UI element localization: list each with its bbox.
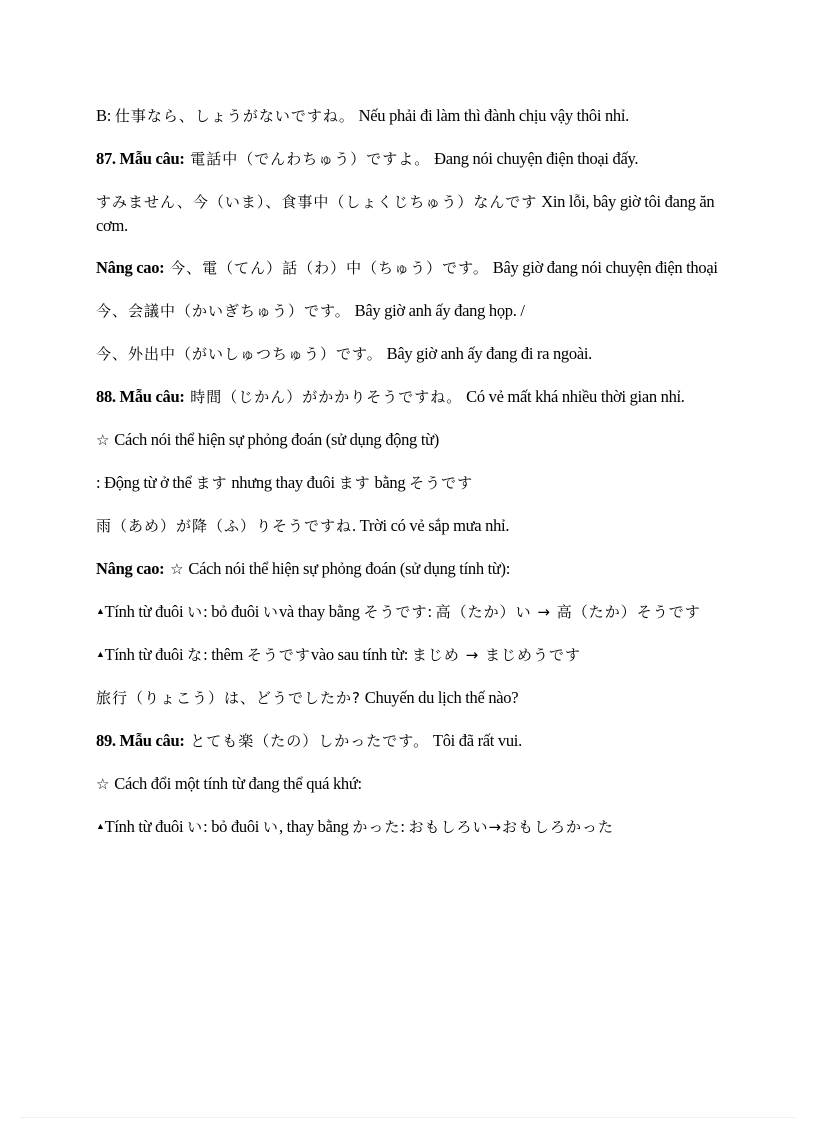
text-segment: 旅行（りょこう）は、どうでしたか? <box>96 689 361 707</box>
text-segment: B: <box>96 106 115 125</box>
paragraph-16 <box>96 772 726 796</box>
text-segment: Có vẻ mất khá nhiều thời gian nhỉ. <box>462 387 685 406</box>
bullet-triangle-icon: ▲ <box>96 649 105 659</box>
text-segment: Cách nói thể hiện sự phỏng đoán (sử dụng động từ) <box>110 430 439 449</box>
text-segment: おもしろい→おもしろかった <box>408 818 615 836</box>
paragraph-13 <box>96 643 726 667</box>
text-segment: : thêm <box>203 645 247 664</box>
text-segment: い <box>187 818 204 836</box>
paragraph-7 <box>96 385 726 409</box>
section-heading: 87. Mẫu câu: <box>96 149 185 168</box>
text-segment: và thay bằng <box>278 602 364 621</box>
text-segment: すみません、今（いま）、食事中（しょくじちゅう）なんです <box>96 193 538 211</box>
section-heading: 88. Mẫu câu: <box>96 387 185 406</box>
text-segment: 今、外出中（がいしゅつちゅう）です。 <box>96 345 383 363</box>
text-segment: そうです <box>409 474 474 492</box>
text-segment: かった <box>352 818 401 836</box>
text-segment: 高（たか）い → 高（たか）そうです <box>435 603 701 621</box>
text-segment: ます <box>338 474 371 492</box>
paragraph-14 <box>96 686 726 710</box>
text-segment: Nếu phải đi làm thì đành chịu vậy thôi nhỉ. <box>354 106 629 125</box>
section-heading: Nâng cao: <box>96 258 165 277</box>
text-segment: Cách nói thể hiện sự phỏng đoán (sử dụng tính từ): <box>184 559 511 578</box>
paragraph-15 <box>96 729 726 753</box>
paragraph-10 <box>96 514 726 538</box>
text-segment: ☆ <box>96 431 111 449</box>
paragraph-9 <box>96 471 726 495</box>
paragraph-8 <box>96 428 726 452</box>
text-segment: 電話中（でんわちゅう）ですよ。 <box>184 150 431 168</box>
paragraph-17 <box>96 815 726 839</box>
text-segment: ☆ <box>96 775 111 793</box>
bullet-triangle-icon: ▲ <box>96 821 105 831</box>
text-segment: Bây giờ anh ấy đang họp. / <box>350 301 525 320</box>
text-segment: 時間（じかん）がかかりそうですね。 <box>184 388 463 406</box>
text-segment: : Động từ ở thể <box>96 473 196 492</box>
text-segment: 今、会議中（かいぎちゅう）です。 <box>96 302 351 320</box>
text-segment: , thay bằng <box>278 817 353 836</box>
text-segment: とても楽（たの）しかったです。 <box>184 732 430 750</box>
text-segment: Tính từ đuôi <box>104 817 188 836</box>
text-segment: ます <box>195 474 228 492</box>
paragraph-5 <box>96 299 726 323</box>
text-segment: Đang nói chuyện điện thoại đấy. <box>430 149 639 168</box>
text-segment: そうです <box>246 646 311 664</box>
text-segment: 今、電（てん）話（わ）中（ちゅう）です。 <box>164 259 489 277</box>
text-segment: : <box>427 602 436 621</box>
paragraph-6 <box>96 342 726 366</box>
text-segment: bằng <box>370 473 410 492</box>
bullet-triangle-icon: ▲ <box>96 606 105 616</box>
text-segment: い <box>262 818 279 836</box>
text-segment: Chuyến du lịch thế nào? <box>360 688 519 707</box>
paragraph-1 <box>96 104 726 128</box>
text-segment: Tôi đã rất vui. <box>429 731 522 750</box>
text-segment: Bây giờ đang nói chuyện điện thoại <box>488 258 718 277</box>
text-segment: nhưng thay đuôi <box>227 473 339 492</box>
text-segment: 雨（あめ）が降（ふ）りそうですね <box>96 517 353 535</box>
section-heading: 89. Mẫu câu: <box>96 731 185 750</box>
text-segment: ☆ <box>164 560 185 578</box>
text-segment: : <box>400 817 409 836</box>
paragraph-11 <box>96 557 726 581</box>
text-segment: vào sau tính từ: <box>310 645 412 664</box>
text-segment: : bỏ đuôi <box>203 602 263 621</box>
paragraph-4 <box>96 256 726 280</box>
document-page <box>96 104 726 858</box>
text-segment: Cách đổi một tính từ đang thể quá khứ: <box>110 774 362 793</box>
text-segment: : bỏ đuôi <box>203 817 263 836</box>
text-segment: . Trời có vẻ sắp mưa nhỉ. <box>352 516 510 535</box>
section-heading: Nâng cao: <box>96 559 165 578</box>
text-segment: Tính từ đuôi <box>104 602 188 621</box>
text-segment: な <box>187 646 204 664</box>
text-segment: 仕事なら、しょうがないですね。 <box>114 107 355 125</box>
text-segment: い <box>262 603 279 621</box>
paragraph-2 <box>96 147 726 171</box>
text-segment: Xin lỗi, bây giờ tôi đang ăn cơm. <box>96 192 715 235</box>
paragraph-3 <box>96 190 726 237</box>
text-segment: Tính từ đuôi <box>104 645 188 664</box>
paragraph-12 <box>96 600 726 624</box>
page-bottom-border <box>20 1117 796 1118</box>
text-segment: Bây giờ anh ấy đang đi ra ngoài. <box>382 344 592 363</box>
text-segment: そうです <box>363 603 428 621</box>
text-segment: まじめ → まじめうです <box>411 646 581 664</box>
text-segment: い <box>187 603 204 621</box>
